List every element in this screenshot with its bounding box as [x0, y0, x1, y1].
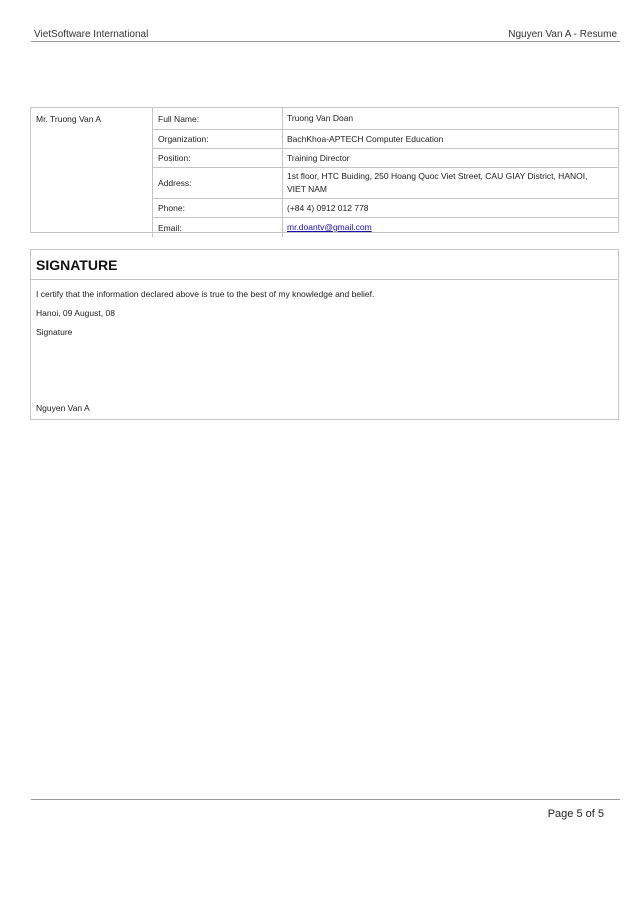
page-header: [31, 24, 620, 42]
row-value: Training Director: [287, 152, 350, 163]
row-value: Truong Van Doan: [287, 113, 354, 123]
row-value: 1st floor, HTC Buiding, 250 Hoang Quoc Viet Street, CAU GIAY District, HANOI, VIET NAM: [287, 171, 588, 194]
place-date: Hanoi, 09 August, 08: [36, 308, 115, 318]
row-value: (+84 4) 0912 012 778: [287, 202, 369, 213]
signer-name: Nguyen Van A: [36, 403, 90, 413]
row-label: Address:: [153, 168, 283, 198]
reference-row-phone: [153, 199, 619, 218]
row-label: Position:: [153, 149, 283, 167]
reference-row-address: [153, 168, 619, 199]
row-value: BachKhoa-APTECH Computer Education: [287, 133, 444, 144]
reference-row-position: [153, 149, 619, 168]
row-label: Phone:: [153, 199, 283, 217]
email-link[interactable]: mr.doantv@gmail.com: [287, 222, 372, 232]
footer-divider: [31, 799, 620, 800]
section-title: SIGNATURE: [36, 257, 118, 273]
row-label: Full Name:: [153, 108, 283, 129]
page-number: Page 5 of 5: [547, 808, 604, 820]
signature-label: Signature: [36, 327, 73, 337]
reference-name: Mr. Truong Van A: [36, 114, 102, 124]
reference-section: [30, 107, 619, 233]
row-label: Organization:: [153, 130, 283, 148]
document-title: Nguyen Van A - Resume: [508, 29, 617, 40]
signature-section: [30, 249, 619, 420]
certify-statement: I certify that the information declared above is true to the best of my knowledge and belief.: [36, 289, 375, 299]
signature-title-bar: [31, 250, 618, 280]
reference-row-organization: [153, 130, 619, 149]
row-value: [283, 218, 619, 237]
reference-details-table: [152, 108, 619, 237]
reference-row-email: [153, 218, 619, 237]
row-label: Email:: [153, 218, 283, 237]
reference-row-fullname: [153, 108, 619, 130]
company-name: VietSoftware International: [34, 29, 149, 40]
